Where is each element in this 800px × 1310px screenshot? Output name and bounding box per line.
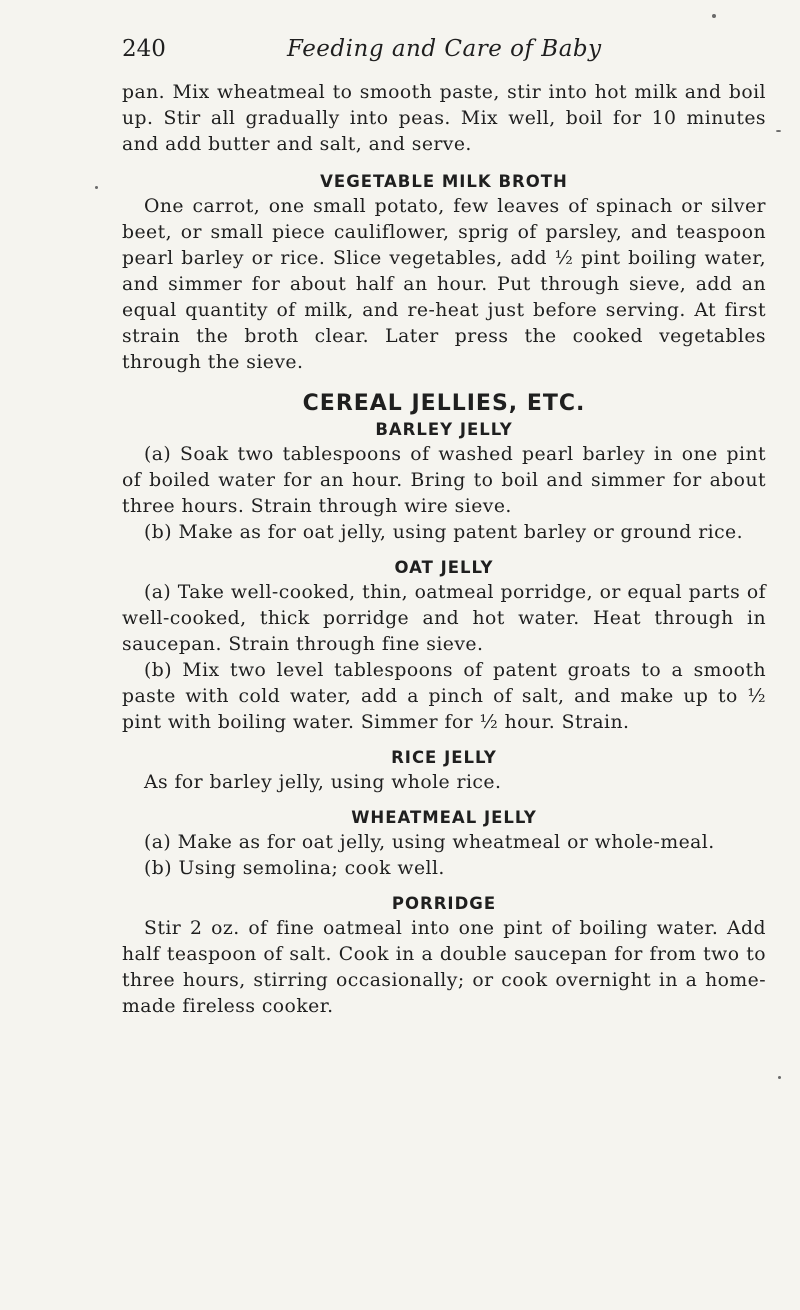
heading-vegetable-milk-broth: VEGETABLE MILK BROTH	[320, 172, 568, 191]
heading-barley-jelly: BARLEY JELLY	[375, 420, 513, 439]
heading-rice-jelly: RICE JELLY	[391, 748, 497, 767]
wheatmeal-jelly-a: (a) Make as for oat jelly, using wheatmeal or whole-meal.	[144, 832, 715, 853]
running-title: Feeding and Care of Baby	[287, 36, 602, 62]
heading-porridge: PORRIDGE	[391, 894, 497, 913]
barley-jelly-a: (a) Soak two tablespoons of washed pearl barley in one pint of boiled water for an hour. Bring to boil and simmer for about three hours. Strain through wire sieve.	[122, 444, 766, 517]
oat-jelly-b: (b) Mix two level tablespoons of patent groats to a smooth paste with cold water, add a pinch of salt, and make up to ½ pint with boiling water. Simmer for ½ hour. Strain.	[122, 660, 766, 733]
heading-cereal-jellies: CEREAL JELLIES, ETC.	[302, 391, 586, 416]
oat-jelly-a: (a) Take well-cooked, thin, oatmeal porridge, or equal parts of well-cooked, thick porridge and hot water. Heat through in saucepan. Strain through fine sieve.	[122, 582, 766, 655]
intro-paragraph: pan. Mix wheatmeal to smooth paste, stir into hot milk and boil up. Stir all gradually into peas. Mix well, boil for 10 minutes and add butter and salt, and serve.	[122, 82, 766, 155]
rice-jelly-text: As for barley jelly, using whole rice.	[144, 772, 502, 793]
page-number: 240	[122, 36, 166, 62]
heading-oat-jelly: OAT JELLY	[394, 558, 494, 577]
vegetable-milk-broth-text: One carrot, one small potato, few leaves of spinach or silver beet, or small piece cauliflower, sprig of parsley, and teaspoon pearl barley or rice. Slice vegetables, add ½ pint boiling water, and simmer for about half an hour. Put through sieve, add an equal quantity of milk, and re-heat just before serving. At first strain the broth clear. Later press the cooked vegetables through the sieve.	[122, 196, 766, 373]
page-body	[122, 80, 766, 1020]
paper-speck	[778, 1076, 781, 1079]
wheatmeal-jelly-b: (b) Using semolina; cook well.	[144, 858, 445, 879]
porridge-text: Stir 2 oz. of fine oatmeal into one pint of boiling water. Add half teaspoon of salt. Cook in a double saucepan for from two to three hours, stirring occasionally; or cook overnight in a home-made fireless cooker.	[122, 918, 766, 1017]
paper-speck	[776, 130, 781, 132]
paper-speck	[95, 186, 98, 189]
barley-jelly-b: (b) Make as for oat jelly, using patent barley or ground rice.	[144, 522, 744, 543]
paper-speck	[712, 14, 716, 18]
heading-wheatmeal-jelly: WHEATMEAL JELLY	[351, 808, 537, 827]
